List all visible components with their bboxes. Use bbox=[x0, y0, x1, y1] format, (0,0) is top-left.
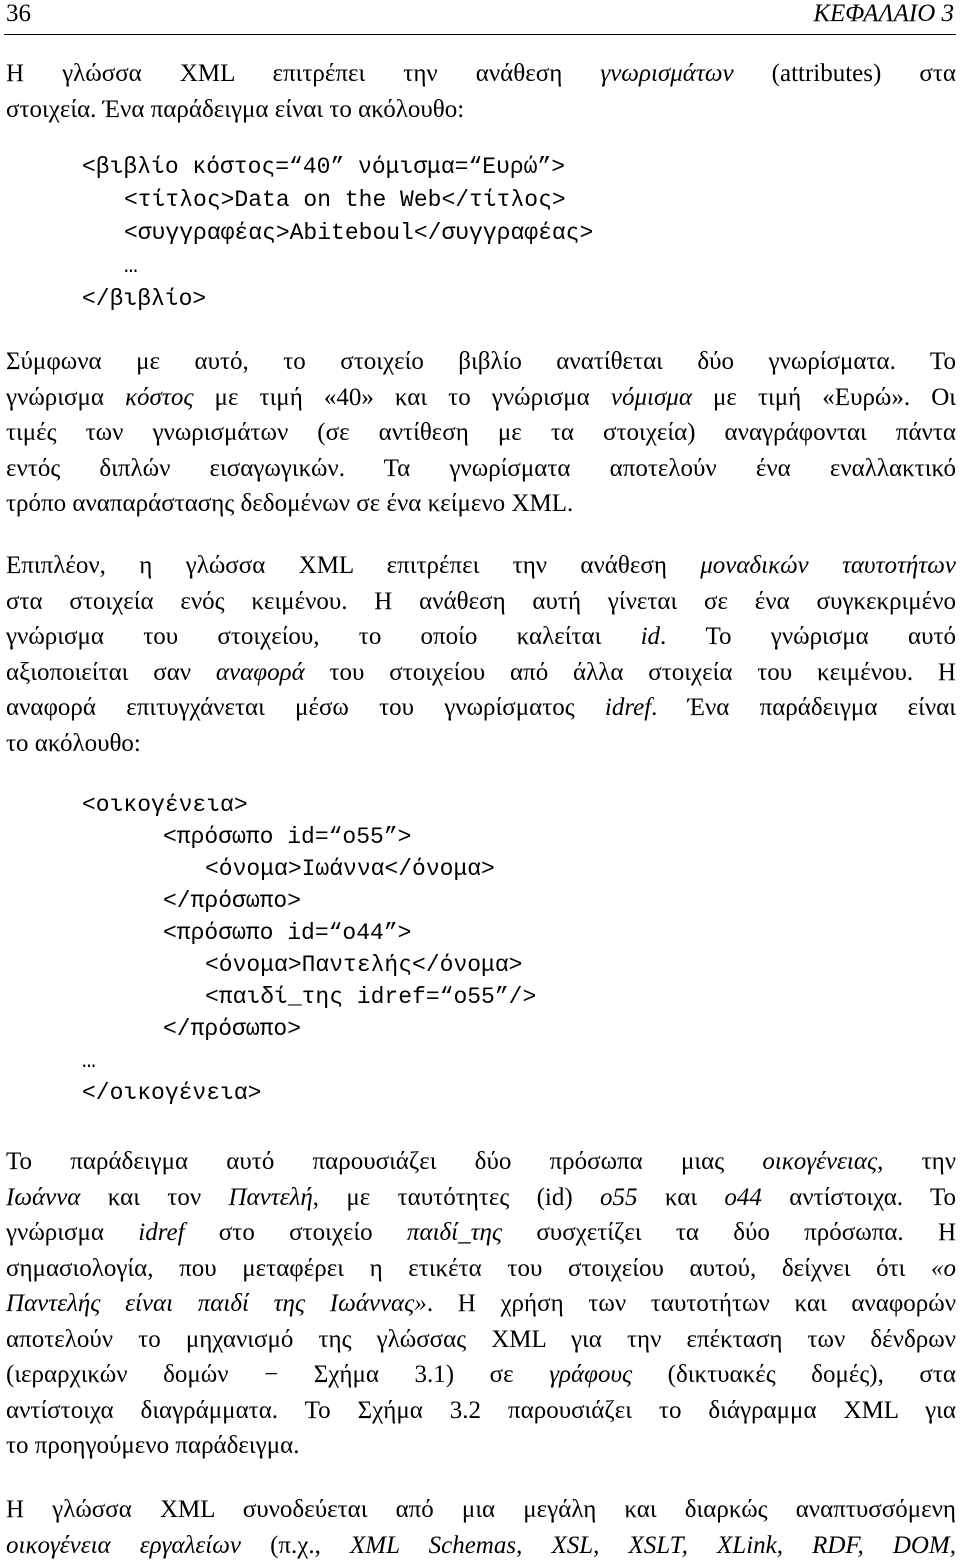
text-line: Η γλώσσα XML επιτρέπει την ανάθεση γνωρισμάτων (attributes) στα bbox=[6, 60, 957, 87]
text-line: γνώρισμα κόστος με τιμή «40» και το γνώρισμα νόμισμα με τιμή «Ευρώ». Οι bbox=[6, 383, 956, 411]
code-example-book bbox=[0, 152, 960, 312]
text-line: γνώρισμα idref στο στοιχείο παιδί_της συσχετίζει τα δύο πρόσωπα. Η bbox=[6, 1219, 956, 1246]
text-line: αντίστοιχα διαγράμματα. Το Σχήμα 3.2 παρουσιάζει το διάγραμμα XML για bbox=[6, 1396, 956, 1424]
paragraph-attributes-intro bbox=[6, 56, 956, 127]
text-line: αξιοποιείται σαν αναφορά του στοιχείου από άλλα στοιχεία του κειμένου. Η bbox=[6, 658, 956, 686]
code-line: </βιβλίο> bbox=[82, 286, 207, 312]
text-line: τρόπο αναπαράστασης δεδομένων σε ένα κείμενο XML. bbox=[6, 490, 574, 517]
header-rule bbox=[4, 34, 956, 35]
page-number: 36 bbox=[6, 0, 31, 27]
paragraph-attributes-explained bbox=[6, 344, 956, 522]
paragraph-ids-intro bbox=[6, 548, 956, 761]
code-line: <όνομα>Ιωάννα</όνομα> bbox=[205, 856, 495, 882]
code-line: … bbox=[82, 1048, 96, 1074]
text-line: (ιεραρχικών δομών − Σχήμα 3.1) σε γράφους (δικτυακές δομές), στα bbox=[6, 1361, 957, 1388]
text-line: αποτελούν το μηχανισμό της γλώσσας XML για την επέκταση των δένδρων bbox=[6, 1325, 956, 1353]
page-header bbox=[0, 0, 960, 40]
text-line: στα στοιχεία ενός κειμένου. Η ανάθεση αυτή γίνεται σε ένα συγκεκριμένο bbox=[6, 587, 956, 615]
code-line: </πρόσωπο> bbox=[163, 1016, 302, 1042]
text-line: γνώρισμα του στοιχείου, το οποίο καλείται id. Το γνώρισμα αυτό bbox=[6, 623, 957, 650]
code-line: <πρόσωπο id=“o55”> bbox=[163, 824, 412, 850]
code-line: <όνομα>Παντελής</όνομα> bbox=[205, 952, 523, 978]
code-line: … bbox=[124, 253, 138, 279]
code-line: <πρόσωπο id=“o44”> bbox=[163, 920, 412, 946]
text-line: το προηγούμενο παράδειγμα. bbox=[6, 1432, 300, 1459]
text-line: Παντελής είναι παιδί της Ιωάννας». Η χρήση των ταυτοτήτων και αναφορών bbox=[6, 1290, 956, 1317]
text-line: αναφορά επιτυγχάνεται μέσω του γνωρίσματος idref. Ένα παράδειγμα είναι bbox=[6, 694, 956, 721]
text-line: Επιπλέον, η γλώσσα XML επιτρέπει την ανάθεση μοναδικών ταυτοτήτων bbox=[6, 552, 956, 579]
code-line: <οικογένεια> bbox=[82, 792, 248, 818]
code-line: <συγγραφέας>Abiteboul</συγγραφέας> bbox=[124, 220, 594, 246]
text-line: Σύμφωνα με αυτό, το στοιχείο βιβλίο ανατίθεται δύο γνωρίσματα. Το bbox=[6, 348, 956, 375]
code-line: <τίτλος>Data on the Web</τίτλος> bbox=[124, 187, 566, 213]
code-line: <βιβλίο κόστος=“40” νόμισμα=“Ευρώ”> bbox=[82, 154, 566, 180]
text-line: Το παράδειγμα αυτό παρουσιάζει δύο πρόσωπα μιας οικογένειας, την bbox=[6, 1148, 956, 1175]
code-line: </οικογένεια> bbox=[82, 1080, 262, 1106]
text-line: Ιωάννα και τον Παντελή, με ταυτότητες (id) o55 και o44 αντίστοιχα. Το bbox=[6, 1183, 956, 1211]
text-line: Η γλώσσα XML συνοδεύεται από μια μεγάλη και διαρκώς αναπτυσσόμενη bbox=[6, 1496, 956, 1523]
paragraph-tools bbox=[6, 1492, 956, 1563]
text-line: οικογένεια εργαλείων (π.χ., XML Schemas, XSL, XSLT, XLink, RDF, DOM, bbox=[6, 1531, 957, 1559]
code-line: </πρόσωπο> bbox=[163, 888, 302, 914]
text-line: τιμές των γνωρισμάτων (σε αντίθεση με τα στοιχεία) αναγράφονται πάντα bbox=[6, 419, 956, 446]
text-line: το ακόλουθο: bbox=[6, 729, 141, 757]
paragraph-family-explained bbox=[6, 1144, 956, 1464]
text-line: σημασιολογία, που μεταφέρει η ετικέτα του στοιχείου αυτού, δείχνει ότι «ο bbox=[6, 1254, 956, 1282]
code-line: <παιδί_της idref=“o55”/> bbox=[205, 984, 537, 1010]
code-example-family bbox=[0, 790, 960, 1110]
chapter-title: ΚΕΦΑΛΑΙΟ 3 bbox=[813, 0, 954, 27]
text-line: εντός διπλών εισαγωγικών. Τα γνωρίσματα αποτελούν ένα εναλλακτικό bbox=[6, 454, 956, 482]
text-line: στοιχεία. Ένα παράδειγμα είναι το ακόλουθο: bbox=[6, 95, 465, 123]
